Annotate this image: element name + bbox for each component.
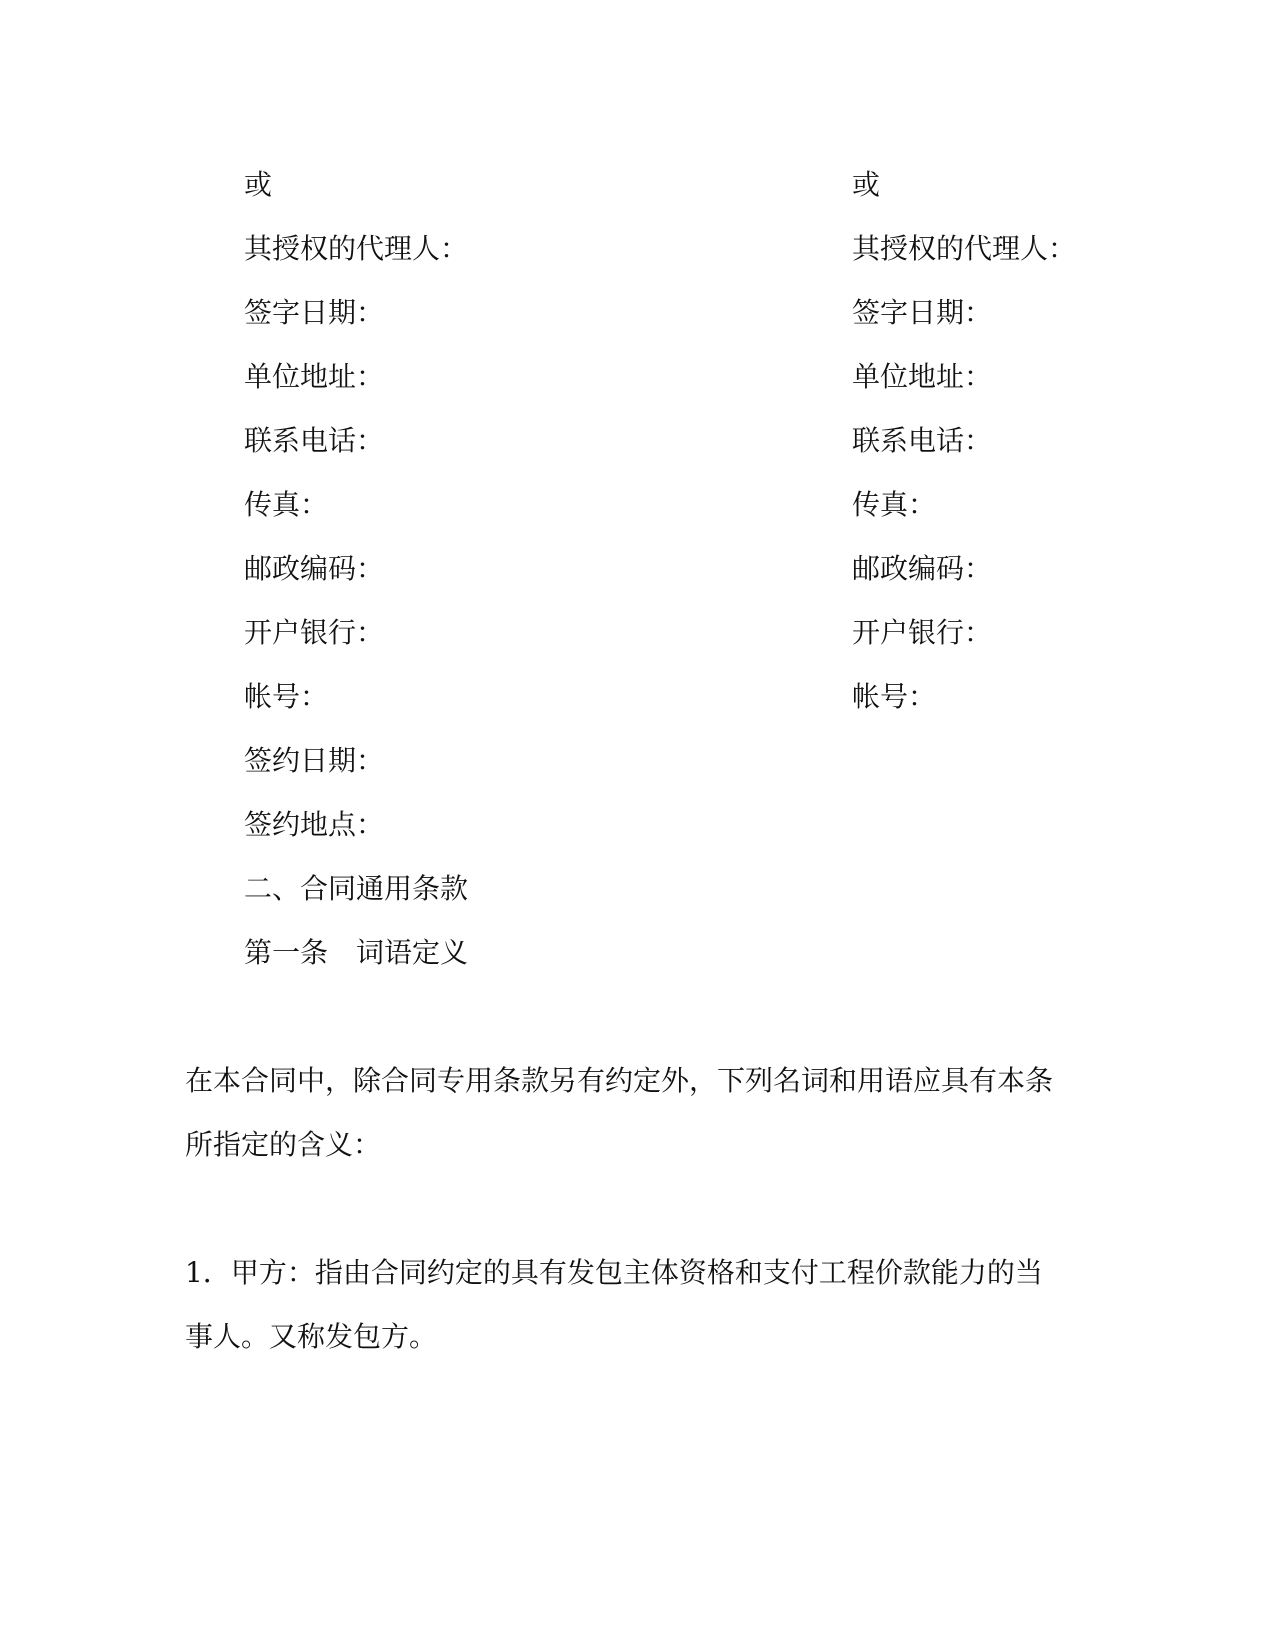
contract-date-label: 签约日期： <box>244 744 385 777</box>
left-phone-label: 联系电话： <box>244 424 385 457</box>
right-fax-label: 传真： <box>852 488 937 521</box>
definition-1-line-2: 事人。又称发包方。 <box>185 1320 438 1353</box>
left-account-label: 帐号： <box>244 680 329 713</box>
contract-place-label: 签约地点： <box>244 808 385 841</box>
right-bank-label: 开户银行： <box>852 616 993 649</box>
right-phone-label: 联系电话： <box>852 424 993 457</box>
definition-1-line-1: 1．甲方：指由合同约定的具有发包主体资格和支付工程价款能力的当 <box>185 1256 1043 1289</box>
section-heading: 二、合同通用条款 <box>244 872 469 905</box>
right-signing-date-label: 签字日期： <box>852 296 993 329</box>
right-address-label: 单位地址： <box>852 360 993 393</box>
left-signing-date-label: 签字日期： <box>244 296 385 329</box>
right-or-label: 或 <box>852 168 881 201</box>
left-address-label: 单位地址： <box>244 360 385 393</box>
intro-paragraph-line-2: 所指定的含义： <box>185 1128 382 1161</box>
left-bank-label: 开户银行： <box>244 616 385 649</box>
right-postcode-label: 邮政编码： <box>852 552 993 585</box>
left-authorized-agent-label: 其授权的代理人： <box>244 232 469 265</box>
article-heading: 第一条 词语定义 <box>244 936 469 969</box>
right-account-label: 帐号： <box>852 680 937 713</box>
left-fax-label: 传真： <box>244 488 329 521</box>
intro-paragraph-line-1: 在本合同中，除合同专用条款另有约定外，下列名词和用语应具有本条 <box>185 1064 1054 1097</box>
left-or-label: 或 <box>244 168 273 201</box>
left-postcode-label: 邮政编码： <box>244 552 385 585</box>
right-authorized-agent-label: 其授权的代理人： <box>852 232 1077 265</box>
